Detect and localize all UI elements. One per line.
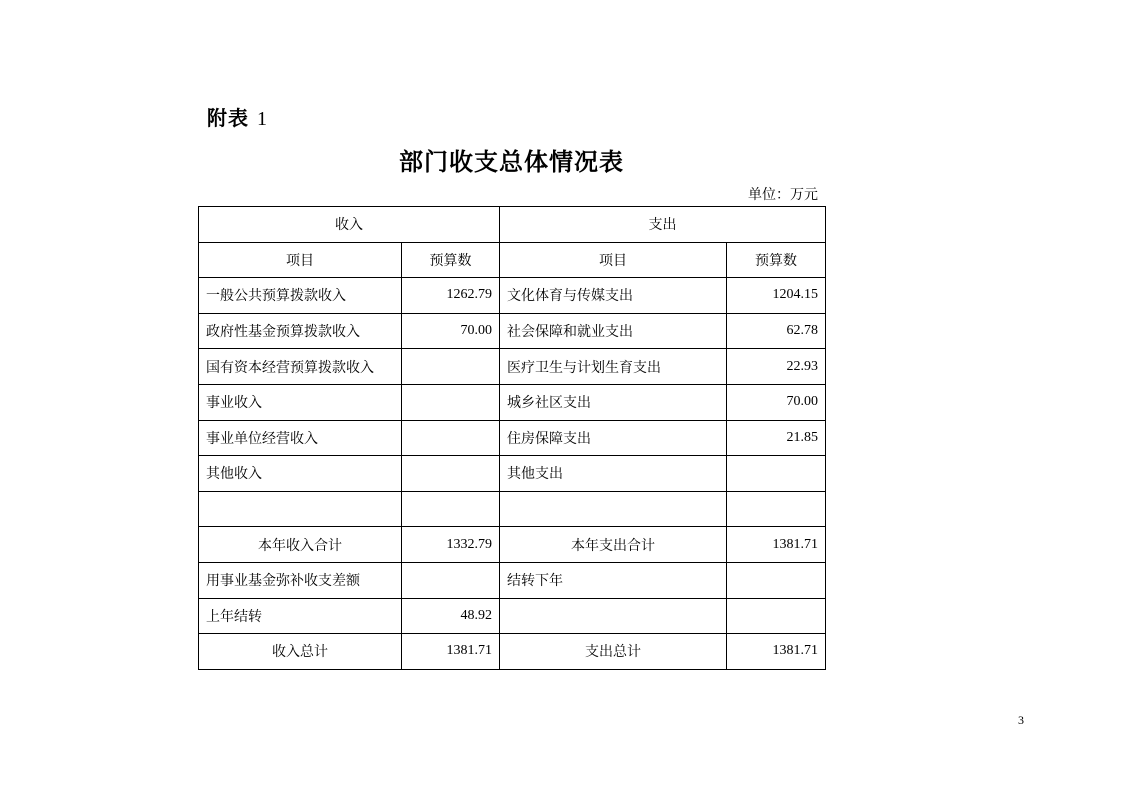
budget-table (198, 206, 826, 670)
expense-grand-total-value: 1381.71 (727, 634, 826, 670)
expense-budget-cell (727, 456, 826, 492)
income-budget-cell: 1262.79 (402, 278, 500, 314)
expense-item-header: 项目 (500, 242, 727, 278)
expense-item-cell (500, 598, 727, 634)
grand-total-row (199, 634, 826, 670)
expense-budget-cell (727, 491, 826, 527)
expense-budget-cell (727, 562, 826, 598)
income-budget-cell (402, 420, 500, 456)
income-budget-cell (402, 562, 500, 598)
expense-item-cell: 医疗卫生与计划生育支出 (500, 349, 727, 385)
annex-label (207, 102, 268, 131)
income-year-total-value: 1332.79 (402, 527, 500, 563)
income-item-cell: 事业单位经营收入 (199, 420, 402, 456)
income-budget-header: 预算数 (402, 242, 500, 278)
income-item-cell: 用事业基金弥补收支差额 (199, 562, 402, 598)
expense-budget-cell (727, 598, 826, 634)
income-item-cell: 政府性基金预算拨款收入 (199, 313, 402, 349)
income-budget-cell: 70.00 (402, 313, 500, 349)
budget-table-body (199, 207, 826, 670)
expense-budget-cell: 22.93 (727, 349, 826, 385)
income-budget-cell (402, 384, 500, 420)
table-row (199, 420, 826, 456)
adjustment-row (199, 598, 826, 634)
annex-prefix: 附表 (207, 106, 249, 130)
income-section-header: 收入 (199, 207, 500, 243)
page-title: 部门收支总体情况表 (399, 148, 624, 176)
year-total-row (199, 527, 826, 563)
expense-budget-cell: 70.00 (727, 384, 826, 420)
expense-budget-header: 预算数 (727, 242, 826, 278)
expense-budget-cell: 62.78 (727, 313, 826, 349)
income-item-cell: 上年结转 (199, 598, 402, 634)
income-budget-cell (402, 456, 500, 492)
expense-item-cell: 社会保障和就业支出 (500, 313, 727, 349)
table-row (199, 278, 826, 314)
income-item-cell: 一般公共预算拨款收入 (199, 278, 402, 314)
section-header-row (199, 207, 826, 243)
expense-item-cell: 城乡社区支出 (500, 384, 727, 420)
expense-year-total-label: 本年支出合计 (500, 527, 727, 563)
income-budget-cell (402, 349, 500, 385)
expense-item-cell: 住房保障支出 (500, 420, 727, 456)
column-header-row (199, 242, 826, 278)
expense-budget-cell: 21.85 (727, 420, 826, 456)
income-budget-cell: 48.92 (402, 598, 500, 634)
income-item-cell: 事业收入 (199, 384, 402, 420)
income-item-cell (199, 491, 402, 527)
expense-year-total-value: 1381.71 (727, 527, 826, 563)
page-number: 3 (1018, 713, 1024, 727)
income-budget-cell (402, 491, 500, 527)
income-item-header: 项目 (199, 242, 402, 278)
income-item-cell: 国有资本经营预算拨款收入 (199, 349, 402, 385)
annex-number: 1 (256, 108, 268, 130)
unit-label: 单位：万元 (748, 187, 818, 203)
adjustment-row (199, 562, 826, 598)
expense-item-cell: 结转下年 (500, 562, 727, 598)
expense-section-header: 支出 (500, 207, 826, 243)
expense-item-cell: 其他支出 (500, 456, 727, 492)
income-year-total-label: 本年收入合计 (199, 527, 402, 563)
income-grand-total-label: 收入总计 (199, 634, 402, 670)
expense-budget-cell: 1204.15 (727, 278, 826, 314)
income-grand-total-value: 1381.71 (402, 634, 500, 670)
expense-item-cell: 文化体育与传媒支出 (500, 278, 727, 314)
table-row (199, 384, 826, 420)
table-row (199, 349, 826, 385)
table-row (199, 491, 826, 527)
expense-grand-total-label: 支出总计 (500, 634, 727, 670)
income-item-cell: 其他收入 (199, 456, 402, 492)
table-row (199, 313, 826, 349)
table-row (199, 456, 826, 492)
expense-item-cell (500, 491, 727, 527)
